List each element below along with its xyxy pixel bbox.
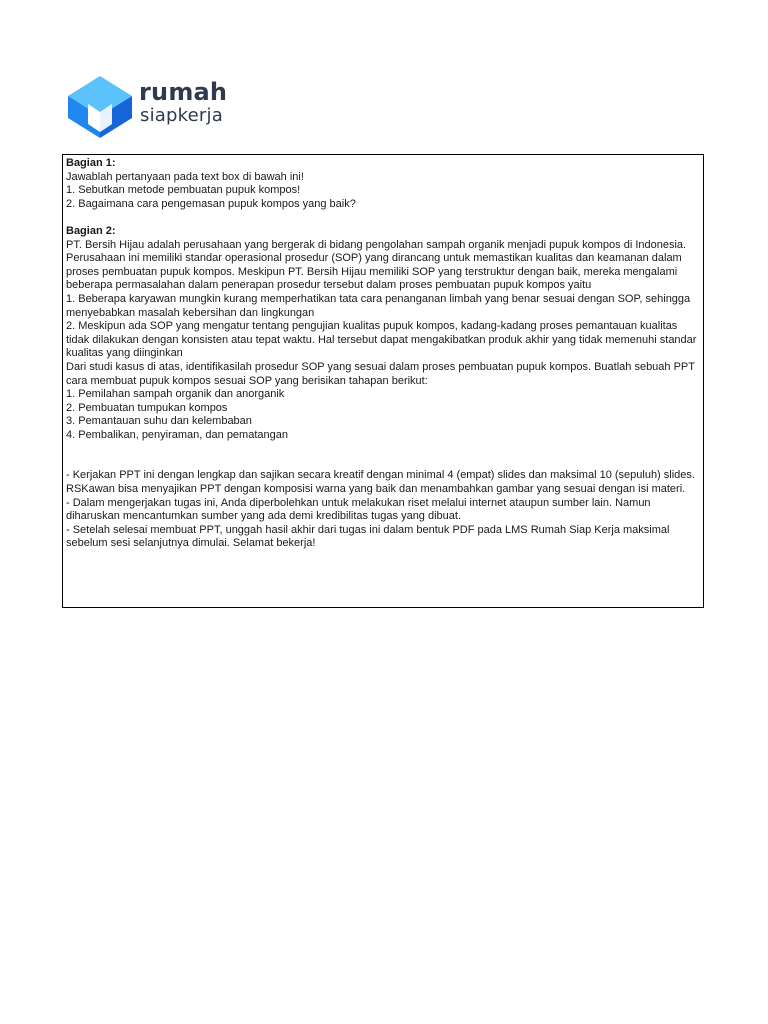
bagian2-instruction: - Setelah selesai membuat PPT, unggah hasil akhir dari tugas ini dalam bentuk PDF pada LMS Rumah Siap Kerja maksimal sebelum sesi selanjutnya dimulai. Selamat bekerja! (66, 523, 670, 550)
brand-name-main: rumah (139, 78, 228, 106)
bagian2-stage: 4. Pembalikan, penyiraman, dan pematangan (66, 428, 288, 441)
brand-name-sub: siapkerja (140, 105, 223, 126)
spacer (66, 211, 700, 225)
assignment-text-box (62, 154, 704, 608)
bagian1-question: 2. Bagaimana cara pengemasan pupuk kompos yang baik? (66, 197, 356, 210)
spacer (66, 442, 700, 469)
bagian2-stage: 3. Pemantauan suhu dan kelembaban (66, 415, 252, 428)
bagian2-case-text: PT. Bersih Hijau adalah perusahaan yang bergerak di bidang pengolahan sampah organik menjadi pupuk kompos di Indonesia. Perusahaan ini memiliki standar operasional prosedur (SOP) yang dirancang untuk memastikan kualitas dan keamanan dalam proses pembuatan pupuk kompos. Meskipun PT. Bersih Hijau memiliki SOP yang terstruktur dengan baik, mereka mengalami beberapa permasalahan dalam penerapan prosedur tersebut dalam proses pembuatan pupuk kompos yaitu (66, 238, 687, 292)
bagian2-instruction: - Dalam mengerjakan tugas ini, Anda diperbolehkan untuk melakukan riset melalui internet ataupun sumber lain. Namun diharuskan mencantumkan sumber yang ada demi kredibilitas tugas yang dibuat. (66, 496, 651, 523)
bagian2-problem: 2. Meskipun ada SOP yang mengatur tentang pengujian kualitas pupuk kompos, kadang-kadang proses pemantauan kualitas tidak dilakukan dengan konsisten atau tepat waktu. Hal tersebut dapat mengakibatkan produk akhir yang tidak memenuhi standar kualitas yang diinginkan (66, 320, 697, 360)
bagian2-stage: 1. Pemilahan sampah organik dan anorganik (66, 388, 285, 401)
brand-logo (66, 74, 236, 140)
bagian1-question: 1. Sebutkan metode pembuatan pupuk kompos! (66, 184, 301, 197)
house-logo-icon (66, 74, 134, 138)
bagian2-stage: 2. Pembuatan tumpukan kompos (66, 401, 228, 414)
bagian2-problem: 1. Beberapa karyawan mungkin kurang memperhatikan tata cara penanganan limbah yang benar sesuai dengan SOP, sehingga menyebabkan masalah kebersihan dan lingkungan (66, 292, 691, 319)
bagian2-task-text: Dari studi kasus di atas, identifikasilah prosedur SOP yang sesuai dalam proses pembuatan pupuk kompos. Buatlah sebuah PPT cara membuat pupuk kompos sesuai SOP yang berisikan tahapan berikut: (66, 360, 695, 387)
bagian2-instruction: - Kerjakan PPT ini dengan lengkap dan sajikan secara kreatif dengan minimal 4 (empat) slides dan maksimal 10 (sepuluh) slides. RSKawan bisa menyajikan PPT dengan komposisi warna yang baik dan menambahkan gambar yang sesuai dengan isi materi. (66, 469, 695, 496)
section-title-bagian2: Bagian 2: (66, 224, 116, 237)
bagian1-intro: Jawablah pertanyaan pada text box di bawah ini! (66, 170, 304, 183)
section-title-bagian1: Bagian 1: (66, 157, 116, 169)
